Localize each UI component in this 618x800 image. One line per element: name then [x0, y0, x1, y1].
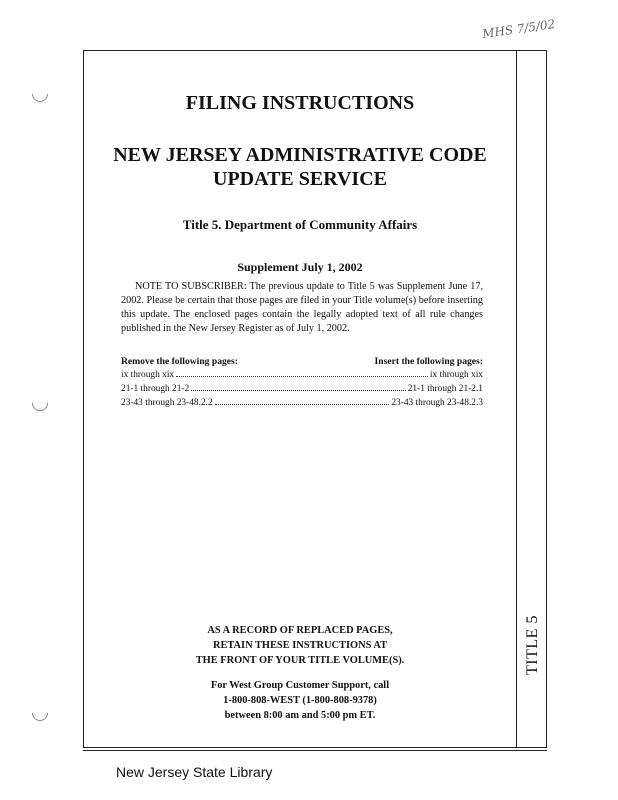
page-title: FILING INSTRUCTIONS: [185, 92, 415, 114]
tab-divider: [516, 50, 517, 748]
dot-leader: [191, 390, 406, 391]
heading-line-1: NEW JERSEY ADMINISTRATIVE CODE: [113, 144, 487, 166]
support-hours: between 8:00 am and 5:00 pm ET.: [224, 710, 376, 721]
heading-line-2: UPDATE SERVICE: [213, 168, 387, 190]
title-tab: [520, 590, 546, 700]
remove-header: Remove the following pages:: [121, 356, 238, 367]
handwritten-annotation: MHS 7/5/02: [481, 16, 557, 42]
title-tab-label: TITLE 5: [524, 615, 542, 675]
remove-pages: ix through xix: [121, 370, 175, 380]
page-replacement-table: [121, 356, 483, 410]
punch-hole-mark: [29, 702, 52, 725]
subscriber-note: NOTE TO SUBSCRIBER: The previous update to Title 5 was Supplement June 17, 2002. Please be certain that those pages are filed in your Title volume(s) before inserting this update. The enclosed pages contain the legally adopted text of all rule changes published in the New Jersey Register as of July 1, 2002.: [121, 281, 483, 334]
customer-support-info: [150, 678, 450, 723]
library-stamp: New Jersey State Library: [116, 764, 273, 780]
punch-hole-mark: [29, 392, 52, 415]
punch-hole-mark: [29, 83, 52, 106]
support-phone: 1-800-808-WEST (1-800-808-9378): [223, 695, 377, 706]
table-row: [121, 396, 483, 410]
insert-pages: 23-43 through 23-48.2.3: [391, 398, 483, 408]
insert-pages: ix through xix: [429, 370, 483, 380]
record-line-1: AS A RECORD OF REPLACED PAGES,: [207, 625, 393, 636]
table-row: [121, 382, 483, 396]
table-row: [121, 368, 483, 382]
record-instructions: [150, 623, 450, 668]
support-line-1: For West Group Customer Support, call: [210, 680, 390, 691]
record-line-3: THE FRONT OF YOUR TITLE VOLUME(S).: [195, 655, 405, 666]
dot-leader: [176, 376, 428, 377]
remove-pages: 23-43 through 23-48.2.2: [121, 398, 213, 408]
title-name: Title 5. Department of Community Affairs: [182, 217, 418, 232]
remove-pages: 21-1 through 21-2: [121, 384, 190, 394]
table-header: [121, 356, 483, 367]
document-heading: [110, 143, 490, 191]
insert-pages: 21-1 through 21-2.1: [407, 384, 483, 394]
dot-leader: [215, 404, 390, 405]
insert-header: Insert the following pages:: [374, 356, 483, 367]
supplement-date: Supplement July 1, 2002: [237, 260, 363, 274]
record-line-2: RETAIN THESE INSTRUCTIONS AT: [212, 640, 388, 651]
